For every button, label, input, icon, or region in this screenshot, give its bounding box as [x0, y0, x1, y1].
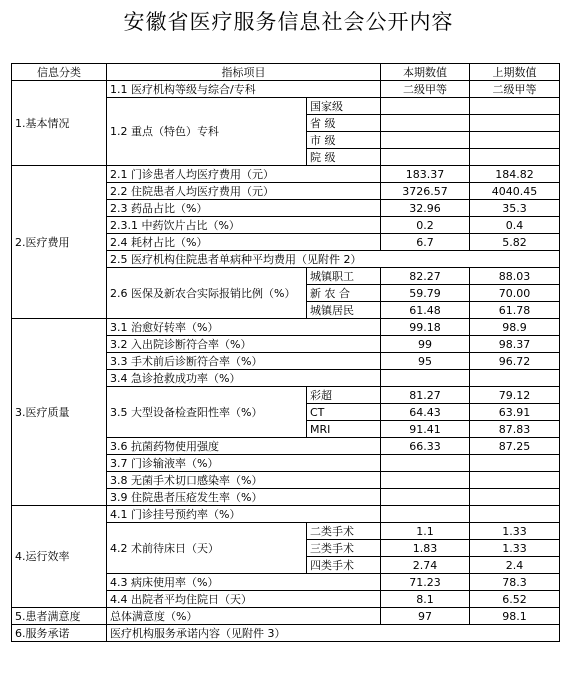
- sub-item: CT: [307, 404, 381, 421]
- indicator-name: 3.1 治愈好转率（%）: [107, 319, 381, 336]
- current-value: [381, 455, 470, 472]
- previous-value: [470, 149, 560, 166]
- sub-item: MRI: [307, 421, 381, 438]
- header-indicator: 指标项目: [107, 64, 381, 81]
- indicator-name: 3.5 大型设备检查阳性率（%）: [107, 387, 307, 438]
- previous-value: 98.1: [470, 608, 560, 625]
- previous-value: [470, 472, 560, 489]
- table-row: [12, 319, 560, 336]
- page-title: 安徽省医疗服务信息社会公开内容: [123, 10, 454, 34]
- current-value: 32.96: [381, 200, 470, 217]
- table-row: [12, 166, 560, 183]
- previous-value: 184.82: [470, 166, 560, 183]
- sub-item: 三类手术: [307, 540, 381, 557]
- current-value: 183.37: [381, 166, 470, 183]
- indicator-name: 2.4 耗材占比（%）: [107, 234, 381, 251]
- previous-value: 5.82: [470, 234, 560, 251]
- info-table: [11, 63, 560, 642]
- previous-value: 88.03: [470, 268, 560, 285]
- header-category: 信息分类: [12, 64, 107, 81]
- previous-value: 61.78: [470, 302, 560, 319]
- category-satisfaction: 5.患者满意度: [12, 608, 107, 625]
- header-current: 本期数值: [381, 64, 470, 81]
- table-row: [12, 608, 560, 625]
- sub-item: 城镇职工: [307, 268, 381, 285]
- previous-value: [470, 506, 560, 523]
- current-value: [381, 506, 470, 523]
- table-header-row: [12, 64, 560, 81]
- current-value: 6.7: [381, 234, 470, 251]
- indicator-name: 4.4 出院者平均住院日（天）: [107, 591, 381, 608]
- current-value: [381, 115, 470, 132]
- previous-value: [470, 98, 560, 115]
- previous-value: [470, 115, 560, 132]
- table-row: [12, 506, 560, 523]
- category-basic: 1.基本情况: [12, 81, 107, 166]
- previous-value: [470, 132, 560, 149]
- sub-item: 四类手术: [307, 557, 381, 574]
- previous-value: 98.37: [470, 336, 560, 353]
- sub-item: 国家级: [307, 98, 381, 115]
- indicator-name: 1.2 重点（特色）专科: [107, 98, 307, 166]
- current-value: 66.33: [381, 438, 470, 455]
- previous-value: 63.91: [470, 404, 560, 421]
- previous-value: 70.00: [470, 285, 560, 302]
- previous-value: [470, 489, 560, 506]
- category-cost: 2.医疗费用: [12, 166, 107, 319]
- previous-value: 0.4: [470, 217, 560, 234]
- sub-item: 二类手术: [307, 523, 381, 540]
- indicator-name: 3.7 门诊输液率（%）: [107, 455, 381, 472]
- current-value: 81.27: [381, 387, 470, 404]
- previous-value: 1.33: [470, 523, 560, 540]
- current-value: 59.79: [381, 285, 470, 302]
- current-value: 61.48: [381, 302, 470, 319]
- previous-value: 2.4: [470, 557, 560, 574]
- previous-value: [470, 370, 560, 387]
- indicator-name: 3.9 住院患者压疮发生率（%）: [107, 489, 381, 506]
- previous-value: 87.83: [470, 421, 560, 438]
- indicator-name: 2.1 门诊患者人均医疗费用（元）: [107, 166, 381, 183]
- current-value: 8.1: [381, 591, 470, 608]
- previous-value: [470, 455, 560, 472]
- indicator-name: 2.6 医保及新农合实际报销比例（%）: [107, 268, 307, 319]
- current-value: 0.2: [381, 217, 470, 234]
- current-value: 99.18: [381, 319, 470, 336]
- current-value: [381, 472, 470, 489]
- previous-value: 4040.45: [470, 183, 560, 200]
- category-quality: 3.医疗质量: [12, 319, 107, 506]
- sub-item: 省 级: [307, 115, 381, 132]
- previous-value: 35.3: [470, 200, 560, 217]
- indicator-name: 4.1 门诊挂号预约率（%）: [107, 506, 381, 523]
- table-row: [12, 625, 560, 642]
- category-efficiency: 4.运行效率: [12, 506, 107, 608]
- current-value: [381, 132, 470, 149]
- previous-value: 二级甲等: [470, 81, 560, 98]
- previous-value: 6.52: [470, 591, 560, 608]
- current-value: 3726.57: [381, 183, 470, 200]
- header-previous: 上期数值: [470, 64, 560, 81]
- sub-item: 院 级: [307, 149, 381, 166]
- current-value: 二级甲等: [381, 81, 470, 98]
- current-value: 64.43: [381, 404, 470, 421]
- previous-value: 79.12: [470, 387, 560, 404]
- current-value: 97: [381, 608, 470, 625]
- current-value: 82.27: [381, 268, 470, 285]
- sub-item: 新 农 合: [307, 285, 381, 302]
- indicator-name: 1.1 医疗机构等级与综合/专科: [107, 81, 381, 98]
- current-value: 95: [381, 353, 470, 370]
- sub-item: 彩超: [307, 387, 381, 404]
- indicator-name: 3.8 无菌手术切口感染率（%）: [107, 472, 381, 489]
- previous-value: 87.25: [470, 438, 560, 455]
- sub-item: 城镇居民: [307, 302, 381, 319]
- category-commitment: 6.服务承诺: [12, 625, 107, 642]
- previous-value: 78.3: [470, 574, 560, 591]
- current-value: 99: [381, 336, 470, 353]
- indicator-name: 4.3 病床使用率（%）: [107, 574, 381, 591]
- indicator-name: 3.2 入出院诊断符合率（%）: [107, 336, 381, 353]
- table-row: [12, 81, 560, 98]
- indicator-name: 2.2 住院患者人均医疗费用（元）: [107, 183, 381, 200]
- current-value: 91.41: [381, 421, 470, 438]
- current-value: [381, 98, 470, 115]
- current-value: 2.74: [381, 557, 470, 574]
- indicator-name: 3.3 手术前后诊断符合率（%）: [107, 353, 381, 370]
- previous-value: 1.33: [470, 540, 560, 557]
- current-value: [381, 370, 470, 387]
- indicator-name: 3.6 抗菌药物使用强度: [107, 438, 381, 455]
- indicator-name: 2.5 医疗机构住院患者单病种平均费用（见附件 2）: [107, 251, 560, 268]
- indicator-name: 总体满意度（%）: [107, 608, 381, 625]
- previous-value: 98.9: [470, 319, 560, 336]
- indicator-name: 4.2 术前待床日（天）: [107, 523, 307, 574]
- indicator-name: 2.3.1 中药饮片占比（%）: [107, 217, 381, 234]
- indicator-name: 医疗机构服务承诺内容（见附件 3）: [107, 625, 560, 642]
- current-value: [381, 149, 470, 166]
- previous-value: 96.72: [470, 353, 560, 370]
- current-value: [381, 489, 470, 506]
- indicator-name: 2.3 药品占比（%）: [107, 200, 381, 217]
- current-value: 1.83: [381, 540, 470, 557]
- sub-item: 市 级: [307, 132, 381, 149]
- current-value: 1.1: [381, 523, 470, 540]
- current-value: 71.23: [381, 574, 470, 591]
- indicator-name: 3.4 急诊抢救成功率（%）: [107, 370, 381, 387]
